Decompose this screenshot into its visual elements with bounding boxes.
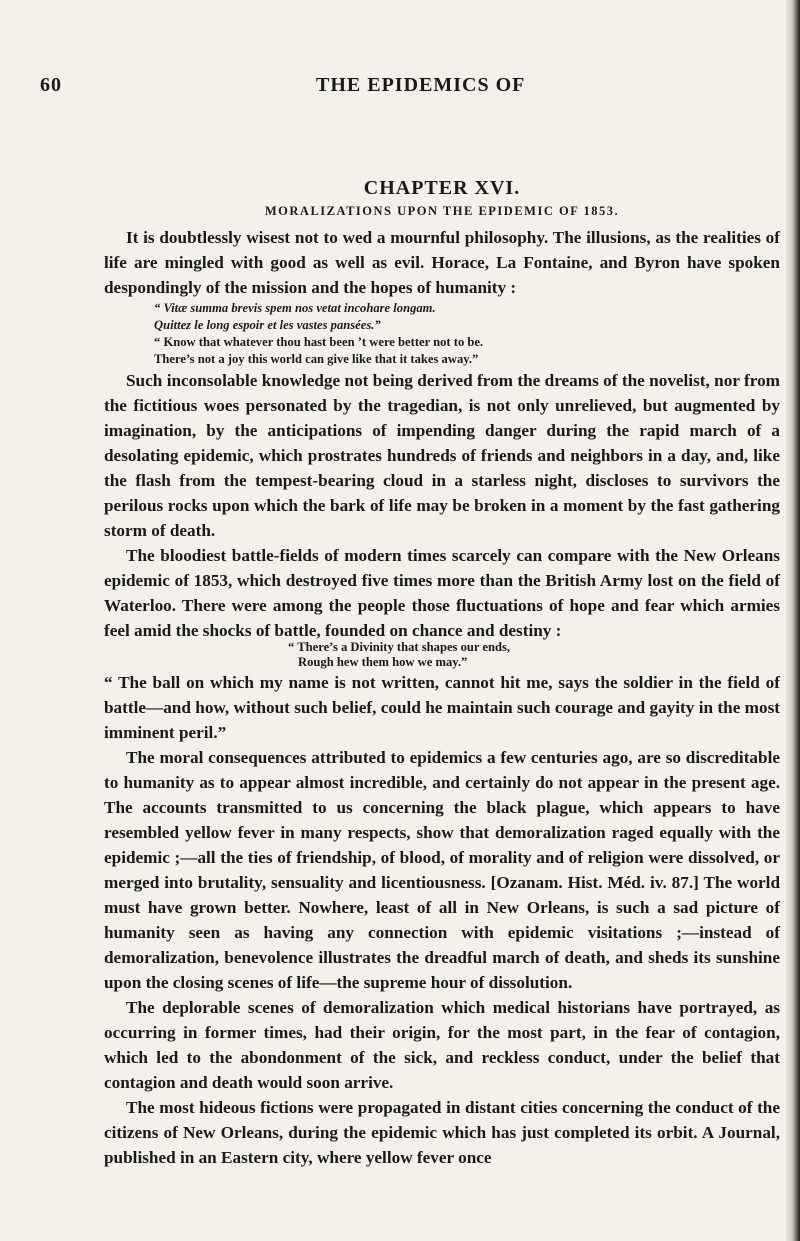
chapter-title: CHAPTER XVI. xyxy=(363,177,521,199)
page-number: 60 xyxy=(40,74,62,96)
paragraph-6: The deplorable scenes of demoralization which medical historians have portrayed, as occurring in former times, had their origin, for the most part, in the fear of contagion, which led to the abondonment of the sick, and reckless conduct, under the belief that contagion and death would soon arrive. xyxy=(104,998,780,1092)
paragraph-2: Such inconsolable knowledge not being derived from the dreams of the novelist, nor from the fictitious woes personated by the tragedian, is not only unrelieved, but augmented by imagination, by the anticipations of impending danger during the rapid march of a desolating epidemic, which prostrates hundreds of friends and neighbors in a day, and, like the flash from the tempest-bearing cloud in a starless night, discloses to survivors the perilous rocks upon which the bark of life may be broken in a moment by the fast gathering storm of death. xyxy=(104,371,780,540)
epigraph-quote-1 xyxy=(154,300,780,368)
running-head: THE EPIDEMICS OF xyxy=(316,74,526,96)
epigraph-quote-2 xyxy=(288,640,780,670)
paragraph-1: It is doubtlessly wisest not to wed a mournful philosophy. The illusions, as the realities of life are mingled with good as well as evil. Horace, La Fontaine, and Byron have spoken despondingly of the mission and the hopes of humanity : xyxy=(104,228,780,297)
quote-line: Quittez le long espoir et les vastes pansées.” xyxy=(154,318,381,332)
quote-line: “ Know that whatever thou hast been ’t were better not to be. xyxy=(154,335,484,349)
quote-line: There’s not a joy this world can give like that it takes away.” xyxy=(154,352,479,366)
quote-line: “ Vitæ summa brevis spem nos vetat incohare longam. xyxy=(154,301,436,315)
quote-line: “ There’s a Divinity that shapes our ends, xyxy=(288,640,511,654)
paragraph-7: The most hideous fictions were propagated in distant cities concerning the conduct of the citizens of New Orleans, during the epidemic which has just completed its orbit. A Journal, published in an Eastern city, where yellow fever once xyxy=(104,1098,780,1167)
paragraph-4: “ The ball on which my name is not written, cannot hit me, says the soldier in the field of battle—and how, without such belief, could he maintain such courage and gayity in the most imminent peril.” xyxy=(104,673,780,742)
paragraph-5: The moral consequences attributed to epidemics a few centuries ago, are so discreditable to humanity as to appear almost incredible, and certainly do not appear in the present age. The accounts transmitted to us concerning the black plague, which appears to have resembled yellow fever in many respects, show that demoralization raged equally with the epidemic ;—all the ties of friendship, of blood, of morality and of religion were dissolved, or merged into brutality, sensuality and licentiousness. [Ozanam. Hist. Méd. iv. 87.] The world must have grown better. Nowhere, least of all in New Orleans, is such a sad picture of humanity seen as having any connection with epidemic visitations ;—instead of demoralization, benevolence illustrates the dreadful march of death, and sheds its sunshine upon the closing scenes of life—the supreme hour of dissolution. xyxy=(104,748,780,992)
paragraph-3: The bloodiest battle-fields of modern times scarcely can compare with the New Orleans epidemic of 1853, which destroyed five times more than the British Army lost on the field of Waterloo. There were among the people those fluctuations of hope and fear which armies feel amid the shocks of battle, founded on chance and destiny : xyxy=(104,546,780,640)
page-body xyxy=(104,177,780,1170)
page-edge-shadow xyxy=(786,0,800,1241)
quote-line: Rough hew them how we may.” xyxy=(298,655,468,669)
chapter-subtitle: MORALIZATIONS UPON THE EPIDEMIC OF 1853. xyxy=(264,204,620,218)
